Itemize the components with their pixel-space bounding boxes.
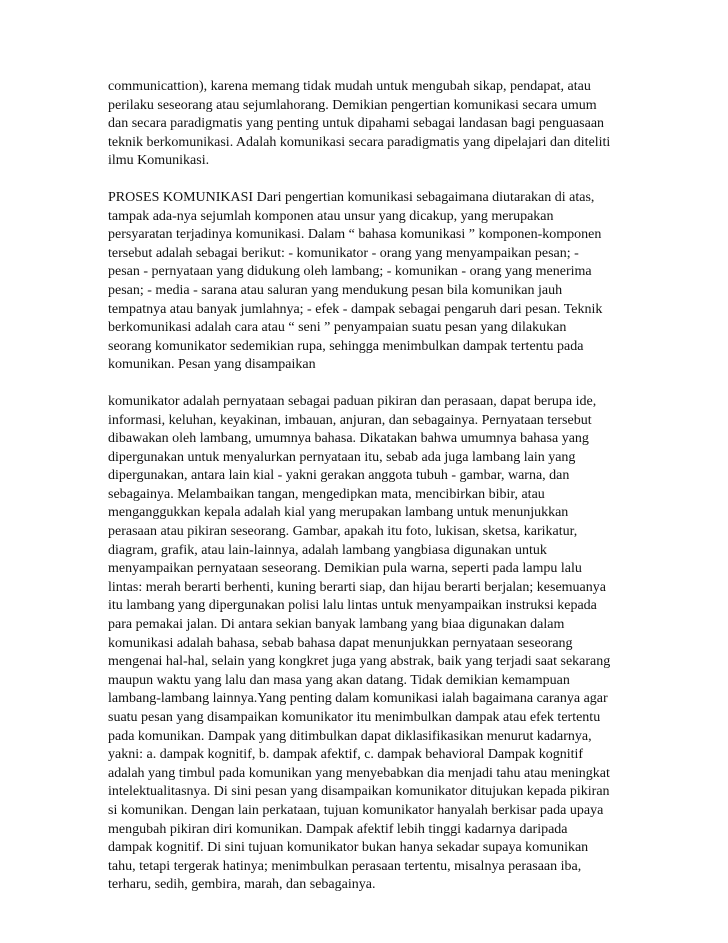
text-line: adalah yang timbul pada komunikan yang menyebabkan dia menjadi tahu atau meningkat (108, 765, 610, 781)
text-line: komunikasi adalah bahasa, sebab bahasa dapat menunjukkan pernyataan seseorang (108, 635, 573, 651)
text-line: terharu, sedih, gembira, marah, dan sebagainya. (108, 877, 376, 893)
text-line: informasi, keluhan, keyakinan, imbauan, anjuran, dan sebagainya. Pernyataan tersebut (108, 412, 592, 428)
text-line: communicattion), karena memang tidak mudah untuk mengubah sikap, pendapat, atau (108, 79, 591, 94)
text-line: tersebut adalah sebagai berikut: - komunikator - orang yang menyampaikan pesan; - (108, 245, 579, 261)
text-line: PROSES KOMUNIKASI Dari pengertian komunikasi sebagaimana diutarakan di atas, (108, 189, 595, 205)
text-line: tempatnya atau banyak jumlahnya; - efek - dampak sebagai pengaruh dari pesan. Teknik (108, 301, 603, 317)
text-line: persyaratan terjadinya komunikasi. Dalam “ bahasa komunikasi ” komponen-komponen (108, 227, 602, 243)
text-line: para pemakai jalan. Di antara sekian banyak lambang yang biaa digunakan dalam (108, 617, 565, 633)
text-line: lambang-lambang lainnya.Yang penting dalam komunikasi ialah bagaimana caranya agar (108, 691, 608, 707)
text-line: ilmu Komunikasi. (108, 153, 210, 169)
text-line: tampak ada-nya sejumlah komponen atau unsur yang dicakup, yang merupakan (108, 208, 554, 224)
text-line: teknik berkomunikasi. Adalah komunikasi secara paradigmatis yang dipelajari dan diteliti (108, 134, 611, 150)
text-line: pesan; - media - sarana atau saluran yang mendukung pesan bila komunikan jauh (108, 282, 563, 298)
text-line: komunikan. Pesan yang disampaikan (108, 357, 316, 373)
text-line: yakni: a. dampak kognitif, b. dampak afektif, c. dampak behavioral Dampak kognitif (108, 747, 584, 763)
paragraph-definition (108, 78, 628, 171)
text-line: menyampaikan pernyataan seseorang. Demikian pula warna, seperti pada lampu lalu (108, 561, 582, 577)
text-line: berkomunikasi adalah cara atau “ seni ” penyampaian suatu pesan yang dilakukan (108, 320, 567, 336)
text-line: seorang komunikator sedemikian rupa, sehingga menimbulkan dampak tertentu pada (108, 338, 584, 354)
text-line: dibawakan oleh lambang, umumnya bahasa. Dikatakan bahwa umumnya bahasa yang (108, 431, 589, 447)
text-line: komunikator adalah pernyataan sebagai paduan pikiran dan perasaan, dapat berupa ide, (108, 393, 597, 409)
text-line: sebagainya. Melambaikan tangan, mengedipkan mata, mencibirkan bibir, atau (108, 486, 545, 502)
text-line: suatu pesan yang disampaikan komunikator itu menimbulkan dampak atau efek tertentu (108, 710, 601, 725)
text-line: intelektualitasnya. Di sini pesan yang disampaikan komunikator ditujukan kepada pikiran (108, 784, 610, 800)
text-line: mengubah pikiran diri komunikan. Dampak afektif lebih tinggi kadarnya daripada (108, 821, 568, 837)
text-line: maupun waktu yang lalu dan masa yang akan datang. Tidak demikian kemampuan (108, 672, 570, 688)
text-line: si komunikan. Dengan lain perkataan, tujuan komunikator hanyalah berkisar pada upaya (108, 802, 604, 818)
text-line: lintas: merah berarti berhenti, kuning berarti siap, dan hijau berarti berjalan; kesemuanya (108, 579, 606, 595)
text-line: dan secara paradigmatis yang penting untuk dipahami sebagai landasan bagi penguasaan (108, 116, 605, 132)
text-line: perilaku seseorang atau sejumlahorang. Demikian pengertian komunikasi secara umum (108, 97, 597, 113)
document-page (108, 78, 628, 913)
text-line: tahu, tetapi tergerak hatinya; menimbulkan perasaan tertentu, misalnya perasaan iba, (108, 858, 582, 874)
text-line: perasaan atau pikiran seseorang. Gambar, apakah itu foto, lukisan, sketsa, karikatur, (108, 524, 578, 540)
text-line: dipergunakan, antara lain kial - yakni gerakan anggota tubuh - gambar, warna, dan (108, 468, 570, 484)
paragraph-proses-komunikasi (108, 189, 628, 375)
text-line: pada komunikan. Dampak yang ditimbulkan dapat diklasifikasikan menurut kadarnya, (108, 728, 592, 744)
text-line: mengenai hal-hal, selain yang kongkret juga yang abstrak, baik yang terjadi saat sekarang (108, 654, 611, 670)
text-line: dampak kognitif. Di sini tujuan komunikator bukan hanya sekadar supaya komunikan (108, 840, 589, 856)
text-line: diagram, grafik, atau lain-lainnya, adalah lambang yangbiasa digunakan untuk (108, 542, 547, 558)
text-line: menganggukkan kepala adalah kial yang merupakan lambang untuk menunjukkan (108, 505, 569, 521)
paragraph-lambang-dampak (108, 393, 628, 895)
text-line: itu lambang yang dipergunakan polisi lalu lintas untuk menyampaikan instruksi kepada (108, 598, 597, 614)
text-line: dipergunakan untuk menyalurkan pernyataan itu, sebab ada juga lambang lain yang (108, 449, 576, 465)
text-line: pesan - pernyataan yang didukung oleh lambang; - komunikan - orang yang menerima (108, 264, 592, 280)
